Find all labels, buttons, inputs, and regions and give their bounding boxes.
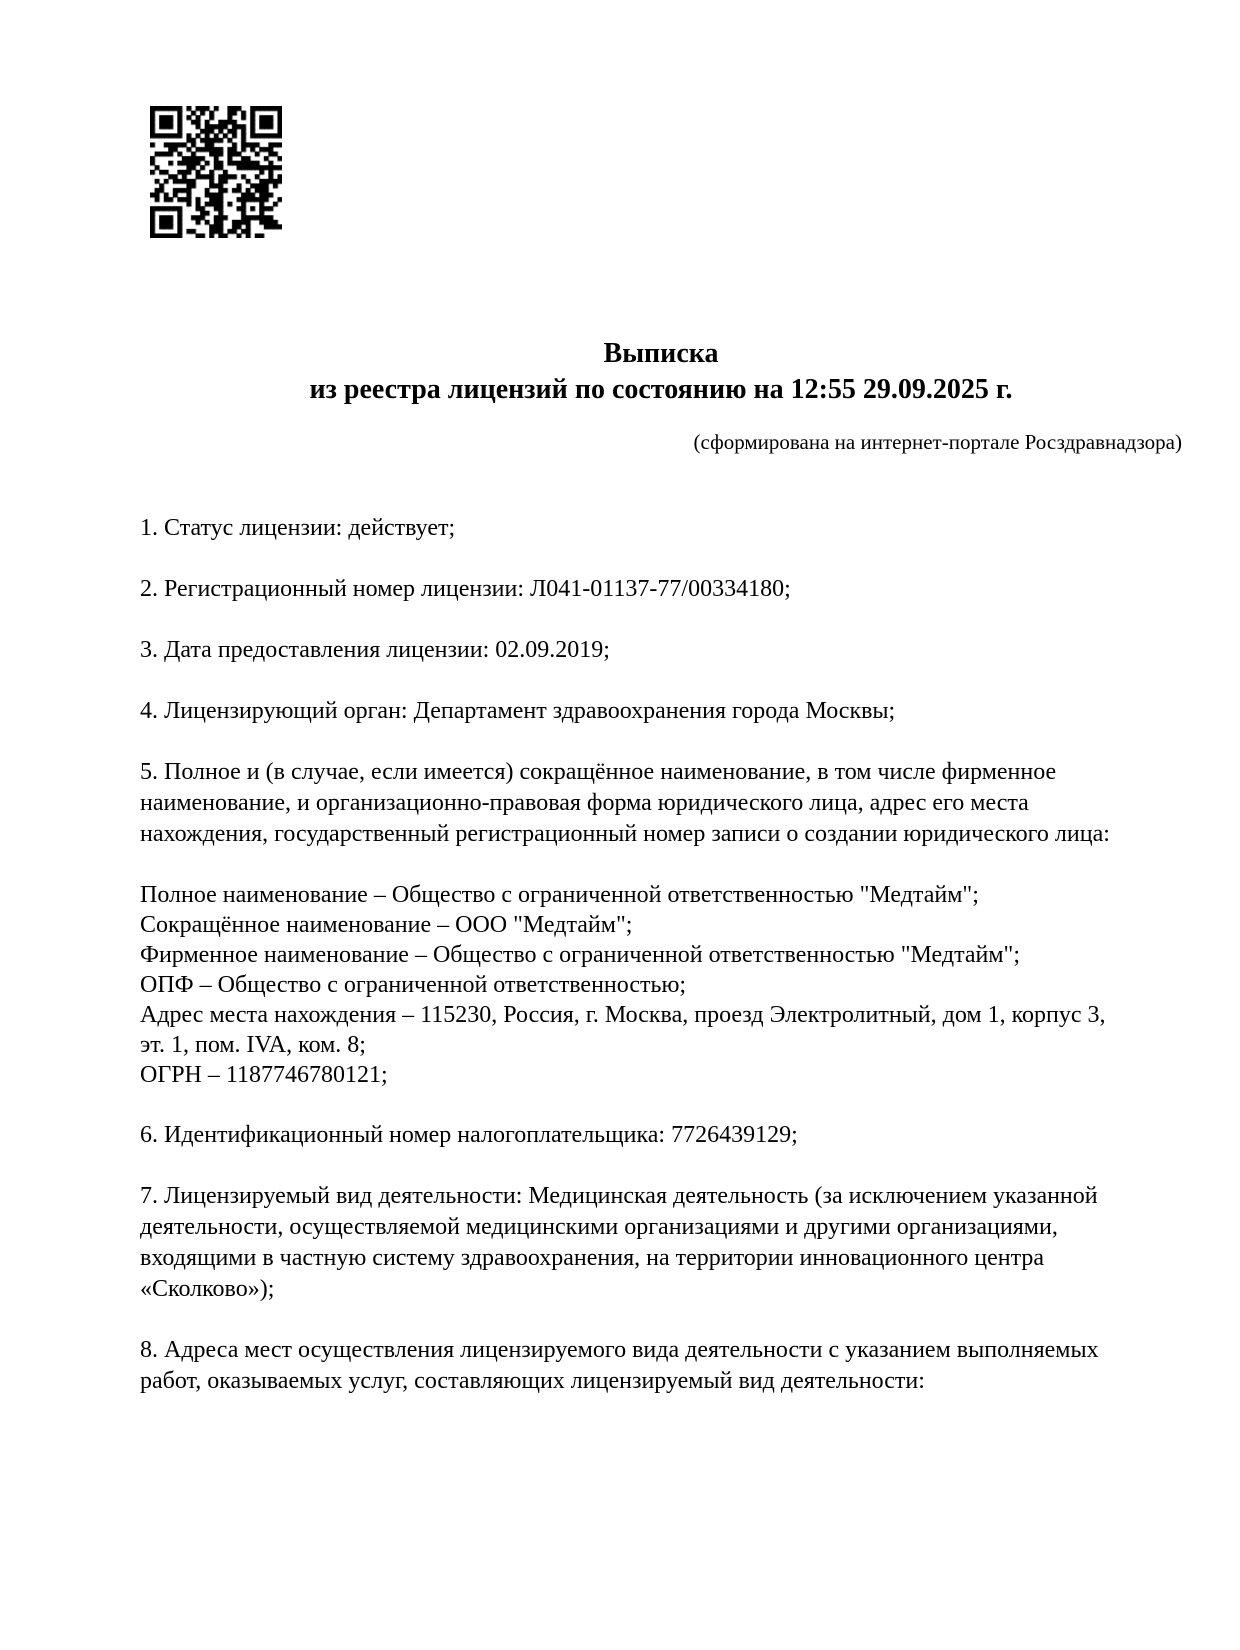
title-line-2: из реестра лицензий по состоянию на 12:55 29.09.2025 г. (309, 374, 1013, 405)
paragraph-grant-date: 3. Дата предоставления лицензии: 02.09.2019; (140, 637, 610, 663)
title-line-1: Выписка (603, 338, 719, 369)
paragraph-license-status: 1. Статус лицензии: действует; (140, 515, 456, 541)
company-address-line-1: Адрес места нахождения – 115230, Россия, г. Москва, проезд Электролитный, дом 1, корпус 3, (140, 1002, 1106, 1028)
document-title (140, 336, 1182, 408)
paragraph-licensed-activity: 7. Лицензируемый вид деятельности: Медицинская деятельность (за исключением указанной деятельности, осуществляемой медицинскими организациями и другими организациями, входящими в частную систему здравоохранения, на территории инновационного центра «Сколково»); (140, 1183, 1098, 1302)
company-opf-line: ОПФ – Общество с ограниченной ответственностью; (140, 972, 687, 998)
paragraph-taxpayer-number: 6. Идентификационный номер налогоплательщика: 7726439129; (140, 1122, 798, 1148)
paragraph-registration-number: 2. Регистрационный номер лицензии: Л041-01137-77/00334180; (140, 576, 791, 602)
document-subtitle: (сформирована на интернет-портале Росздравнадзора) (693, 430, 1182, 454)
document-content (140, 336, 1182, 1397)
company-brand-name-line: Фирменное наименование – Общество с ограниченной ответственностью "Медтайм"; (140, 942, 1020, 968)
company-address-line-2: эт. 1, пом. IVA, ком. 8; (140, 1032, 366, 1058)
paragraph-activity-addresses-heading: 8. Адреса мест осуществления лицензируемого вида деятельности с указанием выполняемых работ, оказываемых услуг, составляющих лицензируемый вид деятельности: (140, 1337, 1099, 1394)
qr-code-icon (150, 106, 282, 238)
company-ogrn-line: ОГРН – 1187746780121; (140, 1062, 388, 1088)
company-short-name-line: Сокращённое наименование – ООО "Медтайм"; (140, 912, 633, 938)
company-full-name-line: Полное наименование – Общество с ограниченной ответственностью "Медтайм"; (140, 882, 979, 908)
company-details (140, 880, 1115, 1090)
document-body (140, 513, 1115, 1397)
paragraph-legal-entity-heading: 5. Полное и (в случае, если имеется) сокращённое наименование, в том числе фирменное наименование, и организационно-правовая форма юридического лица, адрес его места нахождения, государственный регистрационный номер записи о создании юридического лица: (140, 759, 1110, 847)
paragraph-licensing-authority: 4. Лицензирующий орган: Департамент здравоохранения города Москвы; (140, 698, 896, 724)
